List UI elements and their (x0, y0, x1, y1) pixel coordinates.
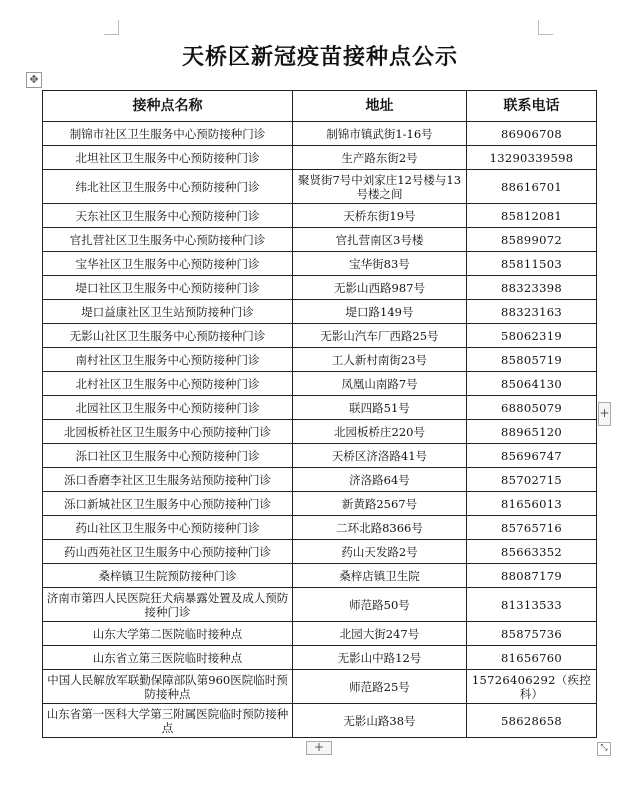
phone-cell: 88616701 (467, 170, 597, 204)
table-row (43, 348, 597, 372)
table-row (43, 540, 597, 564)
site-name-cell: 泺口新城社区卫生服务中心预防接种门诊 (43, 492, 293, 516)
site-name-cell: 无影山社区卫生服务中心预防接种门诊 (43, 324, 293, 348)
site-name-cell: 北园社区卫生服务中心预防接种门诊 (43, 396, 293, 420)
phone-cell: 58628658 (467, 704, 597, 738)
address-cell: 联四路51号 (293, 396, 467, 420)
table-row (43, 516, 597, 540)
table-row (43, 670, 597, 704)
table-row (43, 204, 597, 228)
address-cell: 天桥区济洛路41号 (293, 444, 467, 468)
phone-cell: 81656013 (467, 492, 597, 516)
phone-cell: 85663352 (467, 540, 597, 564)
table-row (43, 276, 597, 300)
address-cell: 工人新村南街23号 (293, 348, 467, 372)
site-name-cell: 药山社区卫生服务中心预防接种门诊 (43, 516, 293, 540)
site-name-cell: 天东社区卫生服务中心预防接种门诊 (43, 204, 293, 228)
site-name-cell: 泺口香磨李社区卫生服务站预防接种门诊 (43, 468, 293, 492)
site-name-cell: 济南市第四人民医院狂犬病暴露处置及成人预防接种门诊 (43, 588, 293, 622)
site-name-cell: 纬北社区卫生服务中心预防接种门诊 (43, 170, 293, 204)
phone-cell: 85899072 (467, 228, 597, 252)
phone-cell: 88965120 (467, 420, 597, 444)
address-cell: 聚贤街7号中刘家庄12号楼与13号楼之间 (293, 170, 467, 204)
phone-cell: 86906708 (467, 122, 597, 146)
address-cell: 新黄路2567号 (293, 492, 467, 516)
phone-cell: 85765716 (467, 516, 597, 540)
table-move-handle[interactable] (26, 72, 42, 88)
plus-icon: + (313, 740, 325, 754)
address-cell: 无影山汽车厂西路25号 (293, 324, 467, 348)
site-name-cell: 药山西苑社区卫生服务中心预防接种门诊 (43, 540, 293, 564)
phone-cell: 85702715 (467, 468, 597, 492)
table-row (43, 372, 597, 396)
site-name-cell: 宝华社区卫生服务中心预防接种门诊 (43, 252, 293, 276)
site-name-cell: 山东省立第三医院临时接种点 (43, 646, 293, 670)
site-name-cell: 堤口益康社区卫生站预防接种门诊 (43, 300, 293, 324)
page-margin-corner-left (104, 20, 119, 35)
table-header-row (43, 91, 597, 122)
phone-cell: 15726406292（疾控科） (467, 670, 597, 704)
address-cell: 凤凰山南路7号 (293, 372, 467, 396)
table-row (43, 588, 597, 622)
address-cell: 北园大街247号 (293, 622, 467, 646)
table-row (43, 146, 597, 170)
phone-cell: 81656760 (467, 646, 597, 670)
column-header-name: 接种点名称 (43, 91, 293, 122)
address-cell: 官扎营南区3号楼 (293, 228, 467, 252)
site-name-cell: 制锦市社区卫生服务中心预防接种门诊 (43, 122, 293, 146)
add-row-button[interactable] (306, 741, 332, 755)
address-cell: 二环北路8366号 (293, 516, 467, 540)
table-row (43, 252, 597, 276)
phone-cell: 13290339598 (467, 146, 597, 170)
table-row (43, 122, 597, 146)
address-cell: 堤口路149号 (293, 300, 467, 324)
address-cell: 生产路东街2号 (293, 146, 467, 170)
address-cell: 无影山西路987号 (293, 276, 467, 300)
address-cell: 师范路50号 (293, 588, 467, 622)
phone-cell: 68805079 (467, 396, 597, 420)
move-icon: ✥ (29, 73, 39, 86)
site-name-cell: 中国人民解放军联勤保障部队第960医院临时预防接种点 (43, 670, 293, 704)
address-cell: 北园板桥庄220号 (293, 420, 467, 444)
site-name-cell: 桑梓镇卫生院预防接种门诊 (43, 564, 293, 588)
table-row (43, 324, 597, 348)
phone-cell: 88323398 (467, 276, 597, 300)
address-cell: 制锦市镇武街1-16号 (293, 122, 467, 146)
site-name-cell: 北园板桥社区卫生服务中心预防接种门诊 (43, 420, 293, 444)
table-row (43, 622, 597, 646)
page-margin-corner-right (538, 20, 553, 35)
phone-cell: 88087179 (467, 564, 597, 588)
site-name-cell: 北村社区卫生服务中心预防接种门诊 (43, 372, 293, 396)
page-title: 天桥区新冠疫苗接种点公示 (181, 45, 458, 70)
table-row (43, 444, 597, 468)
resize-icon: ⤡ (600, 743, 608, 753)
column-header-address: 地址 (293, 91, 467, 122)
site-name-cell: 南村社区卫生服务中心预防接种门诊 (43, 348, 293, 372)
address-cell: 天桥东街19号 (293, 204, 467, 228)
table-row (43, 704, 597, 738)
phone-cell: 85812081 (467, 204, 597, 228)
phone-cell: 58062319 (467, 324, 597, 348)
site-name-cell: 堤口社区卫生服务中心预防接种门诊 (43, 276, 293, 300)
table-row (43, 396, 597, 420)
table-row (43, 300, 597, 324)
address-cell: 药山天发路2号 (293, 540, 467, 564)
address-cell: 宝华街83号 (293, 252, 467, 276)
table-resize-handle[interactable] (597, 742, 611, 756)
phone-cell: 85805719 (467, 348, 597, 372)
table-row (43, 492, 597, 516)
address-cell: 无影山路38号 (293, 704, 467, 738)
site-name-cell: 泺口社区卫生服务中心预防接种门诊 (43, 444, 293, 468)
address-cell: 无影山中路12号 (293, 646, 467, 670)
phone-cell: 85064130 (467, 372, 597, 396)
phone-cell: 81313533 (467, 588, 597, 622)
site-name-cell: 北坦社区卫生服务中心预防接种门诊 (43, 146, 293, 170)
column-header-phone: 联系电话 (467, 91, 597, 122)
table-row (43, 170, 597, 204)
table-row (43, 420, 597, 444)
site-name-cell: 山东省第一医科大学第三附属医院临时预防接种点 (43, 704, 293, 738)
address-cell: 桑梓店镇卫生院 (293, 564, 467, 588)
site-name-cell: 山东大学第二医院临时接种点 (43, 622, 293, 646)
phone-cell: 85875736 (467, 622, 597, 646)
phone-cell: 88323163 (467, 300, 597, 324)
table-row (43, 228, 597, 252)
address-cell: 济洛路64号 (293, 468, 467, 492)
table-row (43, 646, 597, 670)
table-row (43, 468, 597, 492)
site-name-cell: 官扎营社区卫生服务中心预防接种门诊 (43, 228, 293, 252)
vaccination-sites-table (42, 90, 597, 738)
phone-cell: 85811503 (467, 252, 597, 276)
add-column-button[interactable] (598, 402, 611, 426)
address-cell: 师范路25号 (293, 670, 467, 704)
phone-cell: 85696747 (467, 444, 597, 468)
plus-icon: + (599, 406, 610, 420)
table-row (43, 564, 597, 588)
